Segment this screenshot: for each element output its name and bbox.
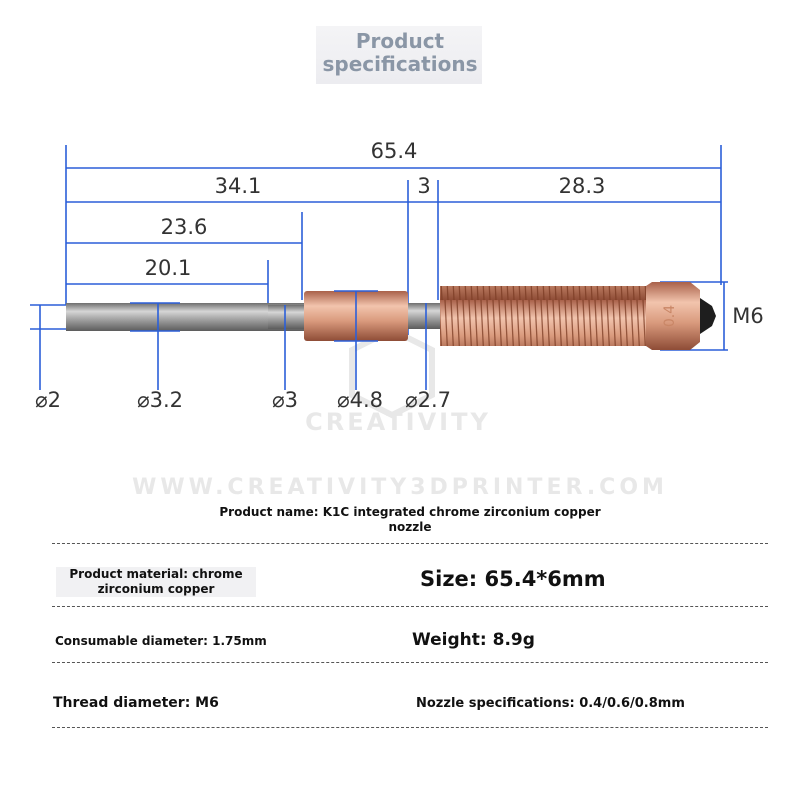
- diameter-label-4: ⌀4.8: [336, 388, 384, 412]
- diameter-label-1: ⌀2: [34, 388, 62, 412]
- dim-section-b: 3: [417, 174, 431, 198]
- table-divider: [52, 543, 768, 544]
- watermark-url: WWW.CREATIVITY3DPRINTER.COM: [132, 475, 668, 500]
- table-divider: [52, 727, 768, 728]
- table-divider: [52, 662, 768, 663]
- spec-size: Size: 65.4*6mm: [420, 567, 606, 591]
- nozzle-tip: [700, 298, 716, 334]
- steel-neck: [408, 303, 440, 329]
- dim-section-d: 23.6: [160, 215, 208, 239]
- dim-total-length: 65.4: [370, 139, 418, 163]
- spec-nozzle: Nozzle specifications: 0.4/0.6/0.8mm: [416, 696, 685, 711]
- dim-section-e: 20.1: [144, 256, 192, 280]
- dim-thread: M6: [732, 304, 764, 328]
- spec-weight: Weight: 8.9g: [412, 630, 535, 650]
- diameter-label-3: ⌀3: [271, 388, 299, 412]
- watermark-brand: CREATIVITY: [305, 408, 491, 436]
- dim-section-c: 28.3: [558, 174, 606, 198]
- nozzle-size-mark: 0.4: [662, 304, 678, 328]
- thread-section: [440, 286, 650, 346]
- nozzle-body: [66, 282, 716, 350]
- spec-consumable: Consumable diameter: 1.75mm: [55, 634, 267, 648]
- spec-product-name: Product name: K1C integrated chrome zirconium copper nozzle: [219, 505, 601, 534]
- dim-section-a: 34.1: [214, 174, 262, 198]
- table-divider: [52, 606, 768, 607]
- diameter-label-2: ⌀3.2: [136, 388, 184, 412]
- page-title: Product specifications: [322, 29, 478, 76]
- spec-thread: Thread diameter: M6: [53, 695, 219, 711]
- steel-step: [268, 305, 304, 329]
- spec-material: Product material: chrome zirconium copper: [56, 567, 256, 597]
- diameter-label-5: ⌀2.7: [404, 388, 452, 412]
